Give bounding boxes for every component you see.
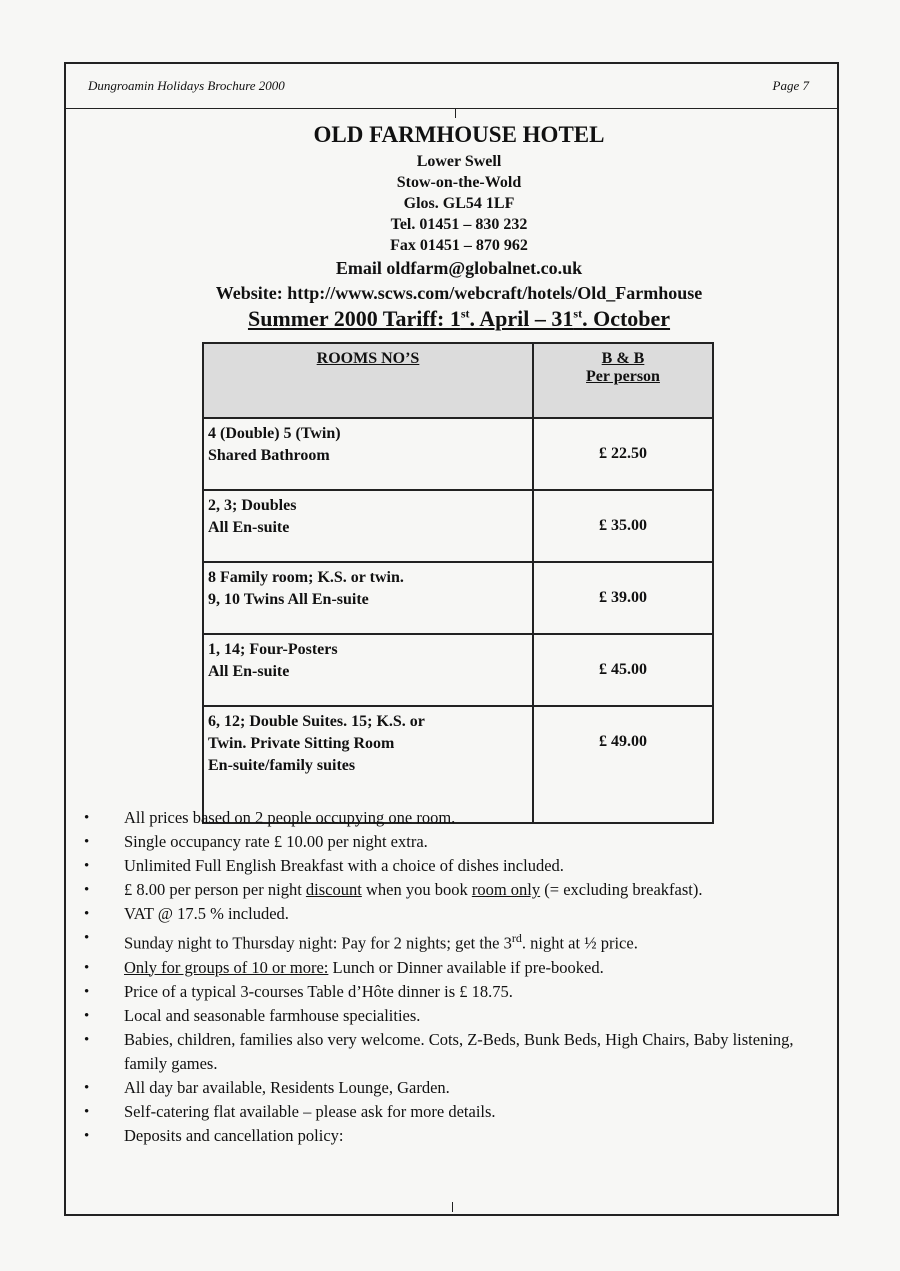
hotel-email: Email oldfarm@globalnet.co.uk xyxy=(335,258,583,278)
hotel-fax: Fax 01451 – 870 962 xyxy=(390,237,528,254)
table-row xyxy=(203,634,713,706)
hotel-telephone: Tel. 01451 – 830 232 xyxy=(390,216,528,233)
room-price: £ 35.00 xyxy=(533,490,713,562)
list-item: • Unlimited Full English Breakfast with a choice of dishes included. xyxy=(84,854,824,878)
hotel-website: Website: http://www.scws.com/webcraft/hotels/Old_Farmhouse xyxy=(215,283,703,303)
center-tick-bottom xyxy=(452,1202,453,1212)
list-item: • Babies, children, families also very welcome. Cots, Z-Beds, Bunk Beds, High Chairs, Baby listening, family games. xyxy=(84,1028,824,1076)
room-description: 8 Family room; K.S. or twin. 9, 10 Twins All En-suite xyxy=(203,562,533,634)
list-item: • Single occupancy rate £ 10.00 per night extra. xyxy=(84,830,824,854)
list-item: • Only for groups of 10 or more: Lunch or Dinner available if pre-booked. xyxy=(84,956,824,980)
price-column-header: B & B Per person xyxy=(533,343,713,418)
room-description: 4 (Double) 5 (Twin) Shared Bathroom xyxy=(203,418,533,490)
tariff-heading: Summer 2000 Tariff: 1st. April – 31st. October xyxy=(247,306,671,331)
room-price: £ 45.00 xyxy=(533,634,713,706)
table-row xyxy=(203,418,713,490)
address-line-2: Stow-on-the-Wold xyxy=(396,174,522,191)
notes-list xyxy=(84,806,824,1148)
room-description: 1, 14; Four-Posters All En-suite xyxy=(203,634,533,706)
list-item: • Local and seasonable farmhouse specialities. xyxy=(84,1004,824,1028)
table-row xyxy=(203,490,713,562)
list-item: • £ 8.00 per person per night discount when you book room only (= excluding breakfast). xyxy=(84,878,824,902)
room-description: 6, 12; Double Suites. 15; K.S. or Twin. Private Sitting Room En-suite/family suites xyxy=(203,706,533,823)
table-header-row xyxy=(203,343,713,418)
room-price: £ 22.50 xyxy=(533,418,713,490)
hotel-name: OLD FARMHOUSE HOTEL xyxy=(313,122,605,147)
list-item: • All day bar available, Residents Lounge, Garden. xyxy=(84,1076,824,1100)
tariff-table xyxy=(202,342,714,824)
page-header xyxy=(64,64,837,109)
address-line-1: Lower Swell xyxy=(416,153,502,170)
center-tick-top xyxy=(455,108,456,118)
list-item: • Sunday night to Thursday night: Pay for 2 nights; get the 3rd. night at ½ price. xyxy=(84,926,824,956)
list-item: • Self-catering flat available – please ask for more details. xyxy=(84,1100,824,1124)
rooms-column-header: ROOMS NO’S xyxy=(203,343,533,418)
room-price: £ 49.00 xyxy=(533,706,713,823)
brochure-title: Dungroamin Holidays Brochure 2000 xyxy=(88,78,285,93)
list-item: • Deposits and cancellation policy: xyxy=(84,1124,824,1148)
room-description: 2, 3; Doubles All En-suite xyxy=(203,490,533,562)
address-line-3: Glos. GL54 1LF xyxy=(403,195,515,212)
list-item: • VAT @ 17.5 % included. xyxy=(84,902,824,926)
list-item: • Price of a typical 3-courses Table d’Hôte dinner is £ 18.75. xyxy=(84,980,824,1004)
list-item: • All prices based on 2 people occupying one room. xyxy=(84,806,824,830)
page-number: Page 7 xyxy=(772,78,809,93)
table-row xyxy=(203,562,713,634)
room-price: £ 39.00 xyxy=(533,562,713,634)
